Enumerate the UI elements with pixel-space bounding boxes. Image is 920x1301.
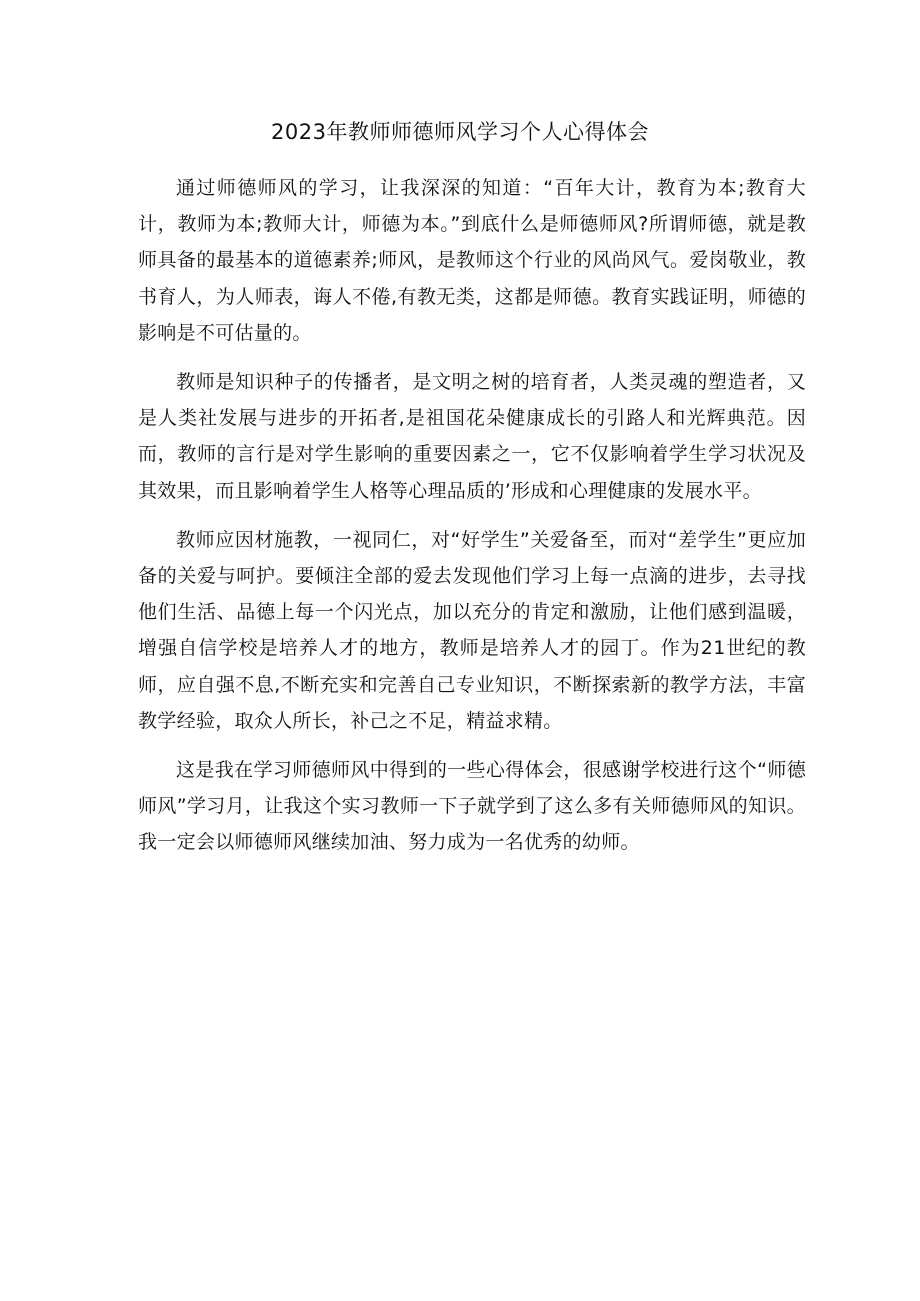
- paragraph-1: 通过师德师风的学习，让我深深的知道：“百年大计，教育为本;教育大计，教师为本;教师大计，师德为本。”到底什么是师德师风?所谓师德，就是教师具备的最基本的道德素养;师风，是教师这个行业的风尚风气。爱岗敬业，教书育人，为人师表，诲人不倦,有教无类，这都是师德。教育实践证明，师德的影响是不可估量的。: [138, 177, 806, 344]
- paragraph-3: 教师应因材施教，一视同仁，对“好学生”关爱备至，而对“差学生”更应加备的关爱与呵护。要倾注全部的爱去发现他们学习上每一点滴的进步，去寻找他们生活、品德上每一个闪光点，加以充分的肯定和激励，让他们感到温暖，增强自信学校是培养人才的地方，教师是培养人才的园丁。作为21世纪的教师，应自强不息,不断充实和完善自己专业知识，不断探索新的教学方法，丰富教学经验，取众人所长，补己之不足，精益求精。: [138, 528, 806, 732]
- paragraph-4: 这是我在学习师德师风中得到的一些心得体会，很感谢学校进行这个“师德师风”学习月，让我这个实习教师一下子就学到了这么多有关师德师风的知识。我一定会以师德师风继续加油、努力成为一名优秀的幼师。: [138, 759, 806, 854]
- paragraph-2: 教师是知识种子的传播者，是文明之树的培育者，人类灵魂的塑造者，又是人类社发展与进步的开拓者,是祖国花朵健康成长的引路人和光辉典范。因而，教师的言行是对学生影响的重要因素之一，它不仅影响着学生学习状况及其效果，而且影响着学生人格等心理品质的’形成和心理健康的发展水平。: [138, 371, 806, 502]
- document-body: [138, 170, 806, 874]
- document-title: 2023年教师师德师风学习个人心得体会: [271, 120, 649, 144]
